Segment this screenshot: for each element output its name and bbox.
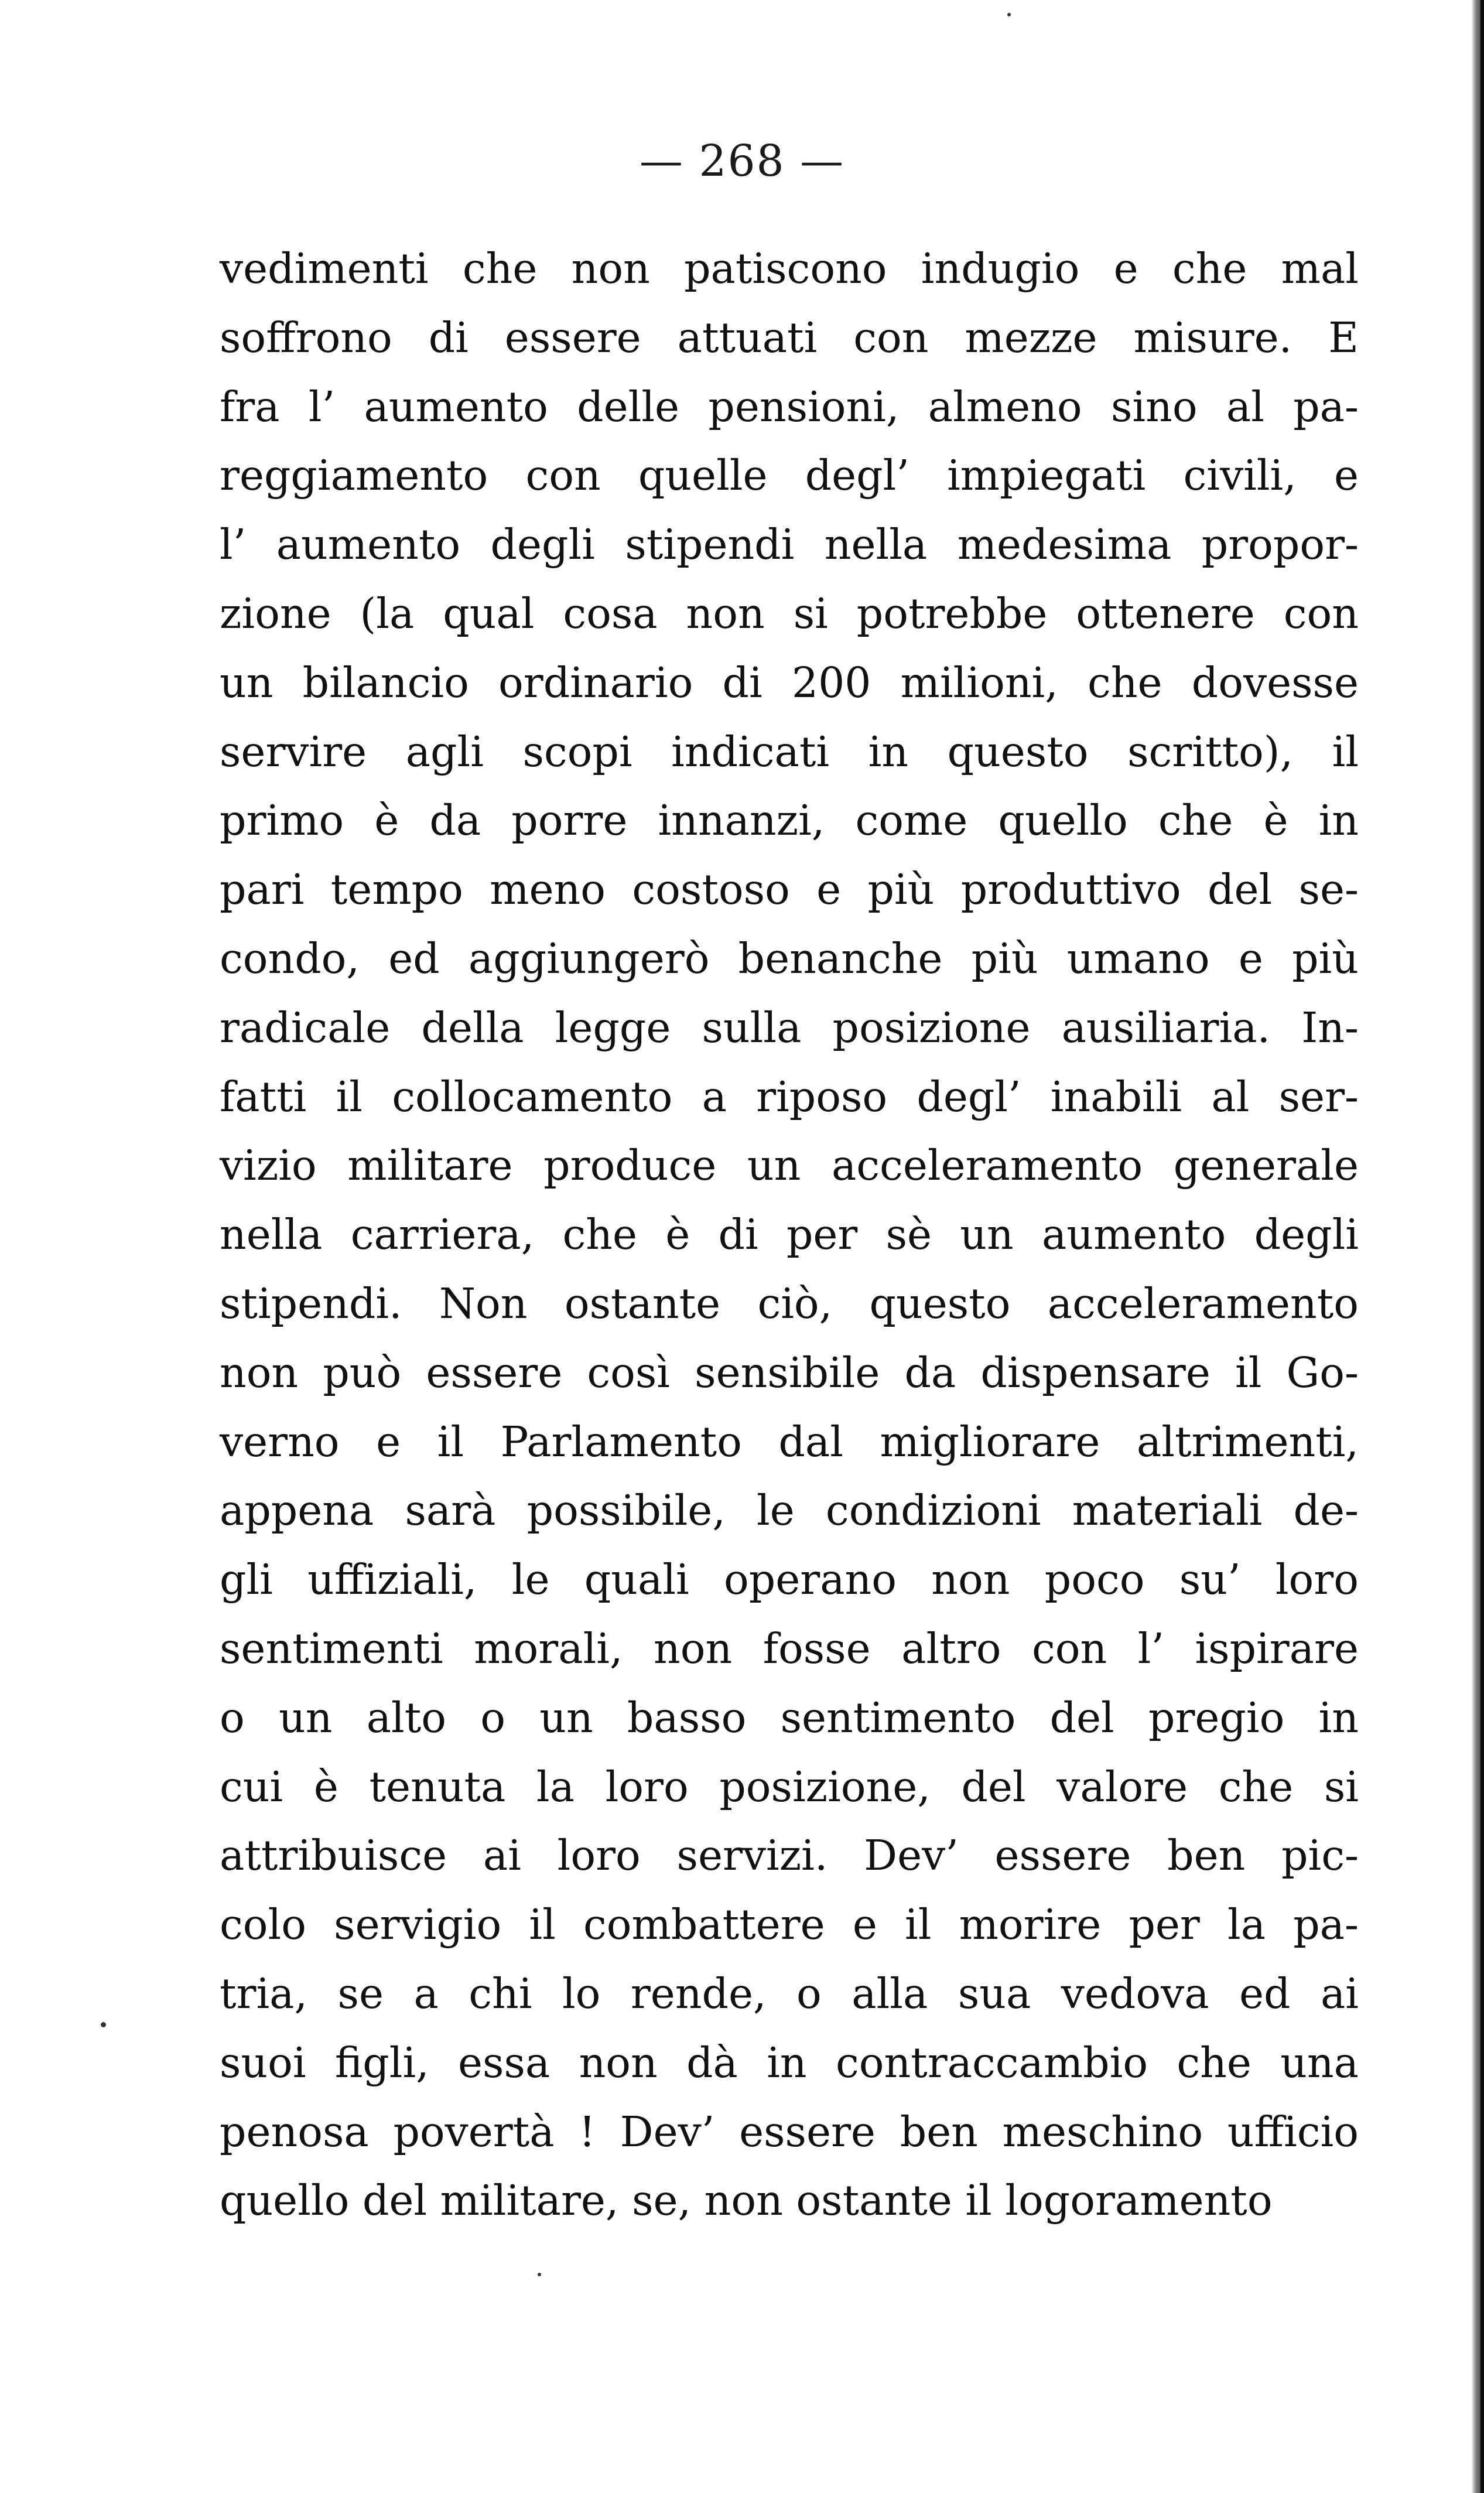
page-number: — 268 —: [639, 136, 845, 186]
text-line: nella carriera, che è di per sè un aumento degli: [220, 1210, 1359, 1259]
scan-speck: [1007, 13, 1011, 16]
text-line: fra l’ aumento delle pensioni, almeno sino al pa-: [220, 382, 1359, 431]
text-line: vedimenti che non patiscono indugio e che mal: [220, 244, 1359, 293]
text-line: zione (la qual cosa non si potrebbe ottenere con: [220, 589, 1359, 638]
scan-speck: [538, 2273, 541, 2276]
text-line: primo è da porre innanzi, come quello che è in: [220, 796, 1359, 845]
page-edge-line: [1480, 0, 1484, 2493]
text-line: un bilancio ordinario di 200 milioni, che dovesse: [220, 658, 1359, 707]
text-line: reggiamento con quelle degl’ impiegati civili, e: [220, 451, 1359, 500]
text-line: colo servigio il combattere e il morire per la pa-: [220, 1900, 1359, 1949]
text-line: vizio militare produce un acceleramento generale: [220, 1141, 1359, 1190]
text-line: penosa povertà ! Dev’ essere ben meschino ufficio: [220, 2107, 1359, 2156]
text-line: appena sarà possibile, le condizioni materiali de-: [220, 1486, 1359, 1535]
text-line: radicale della legge sulla posizione ausiliaria. In-: [220, 1003, 1359, 1052]
text-line: sentimenti morali, non fosse altro con l’ ispirare: [220, 1624, 1359, 1673]
text-line: tria, se a chi lo rende, o alla sua vedova ed ai: [220, 1969, 1359, 2018]
text-line: attribuisce ai loro servizi. Dev’ essere ben pic-: [220, 1831, 1359, 1880]
text-line: stipendi. Non ostante ciò, questo acceleramento: [220, 1279, 1359, 1328]
text-line: servire agli scopi indicati in questo scritto), il: [220, 727, 1359, 776]
scan-speck: [101, 2022, 106, 2027]
text-line: cui è tenuta la loro posizione, del valore che si: [220, 1762, 1359, 1811]
text-line: pari tempo meno costoso e più produttivo del se-: [220, 865, 1359, 914]
text-line: condo, ed aggiungerò benanche più umano e più: [220, 934, 1359, 983]
text-line: gli uffiziali, le quali operano non poco su’ loro: [220, 1555, 1359, 1604]
text-line: non può essere così sensibile da dispensare il Go-: [220, 1348, 1359, 1397]
text-line: quello del militare, se, non ostante il logoramento: [220, 2176, 1273, 2225]
text-line: suoi figli, essa non dà in contraccambio che una: [220, 2038, 1359, 2087]
body-text: [220, 234, 1359, 2235]
text-line: fatti il collocamento a riposo degl’ inabili al ser-: [220, 1072, 1359, 1121]
text-line: verno e il Parlamento dal migliorare altrimenti,: [220, 1417, 1359, 1466]
text-line: o un alto o un basso sentimento del pregio in: [220, 1693, 1359, 1742]
text-line: soffrono di essere attuati con mezze misure. E: [220, 313, 1359, 362]
text-line: l’ aumento degli stipendi nella medesima propor-: [220, 520, 1359, 569]
